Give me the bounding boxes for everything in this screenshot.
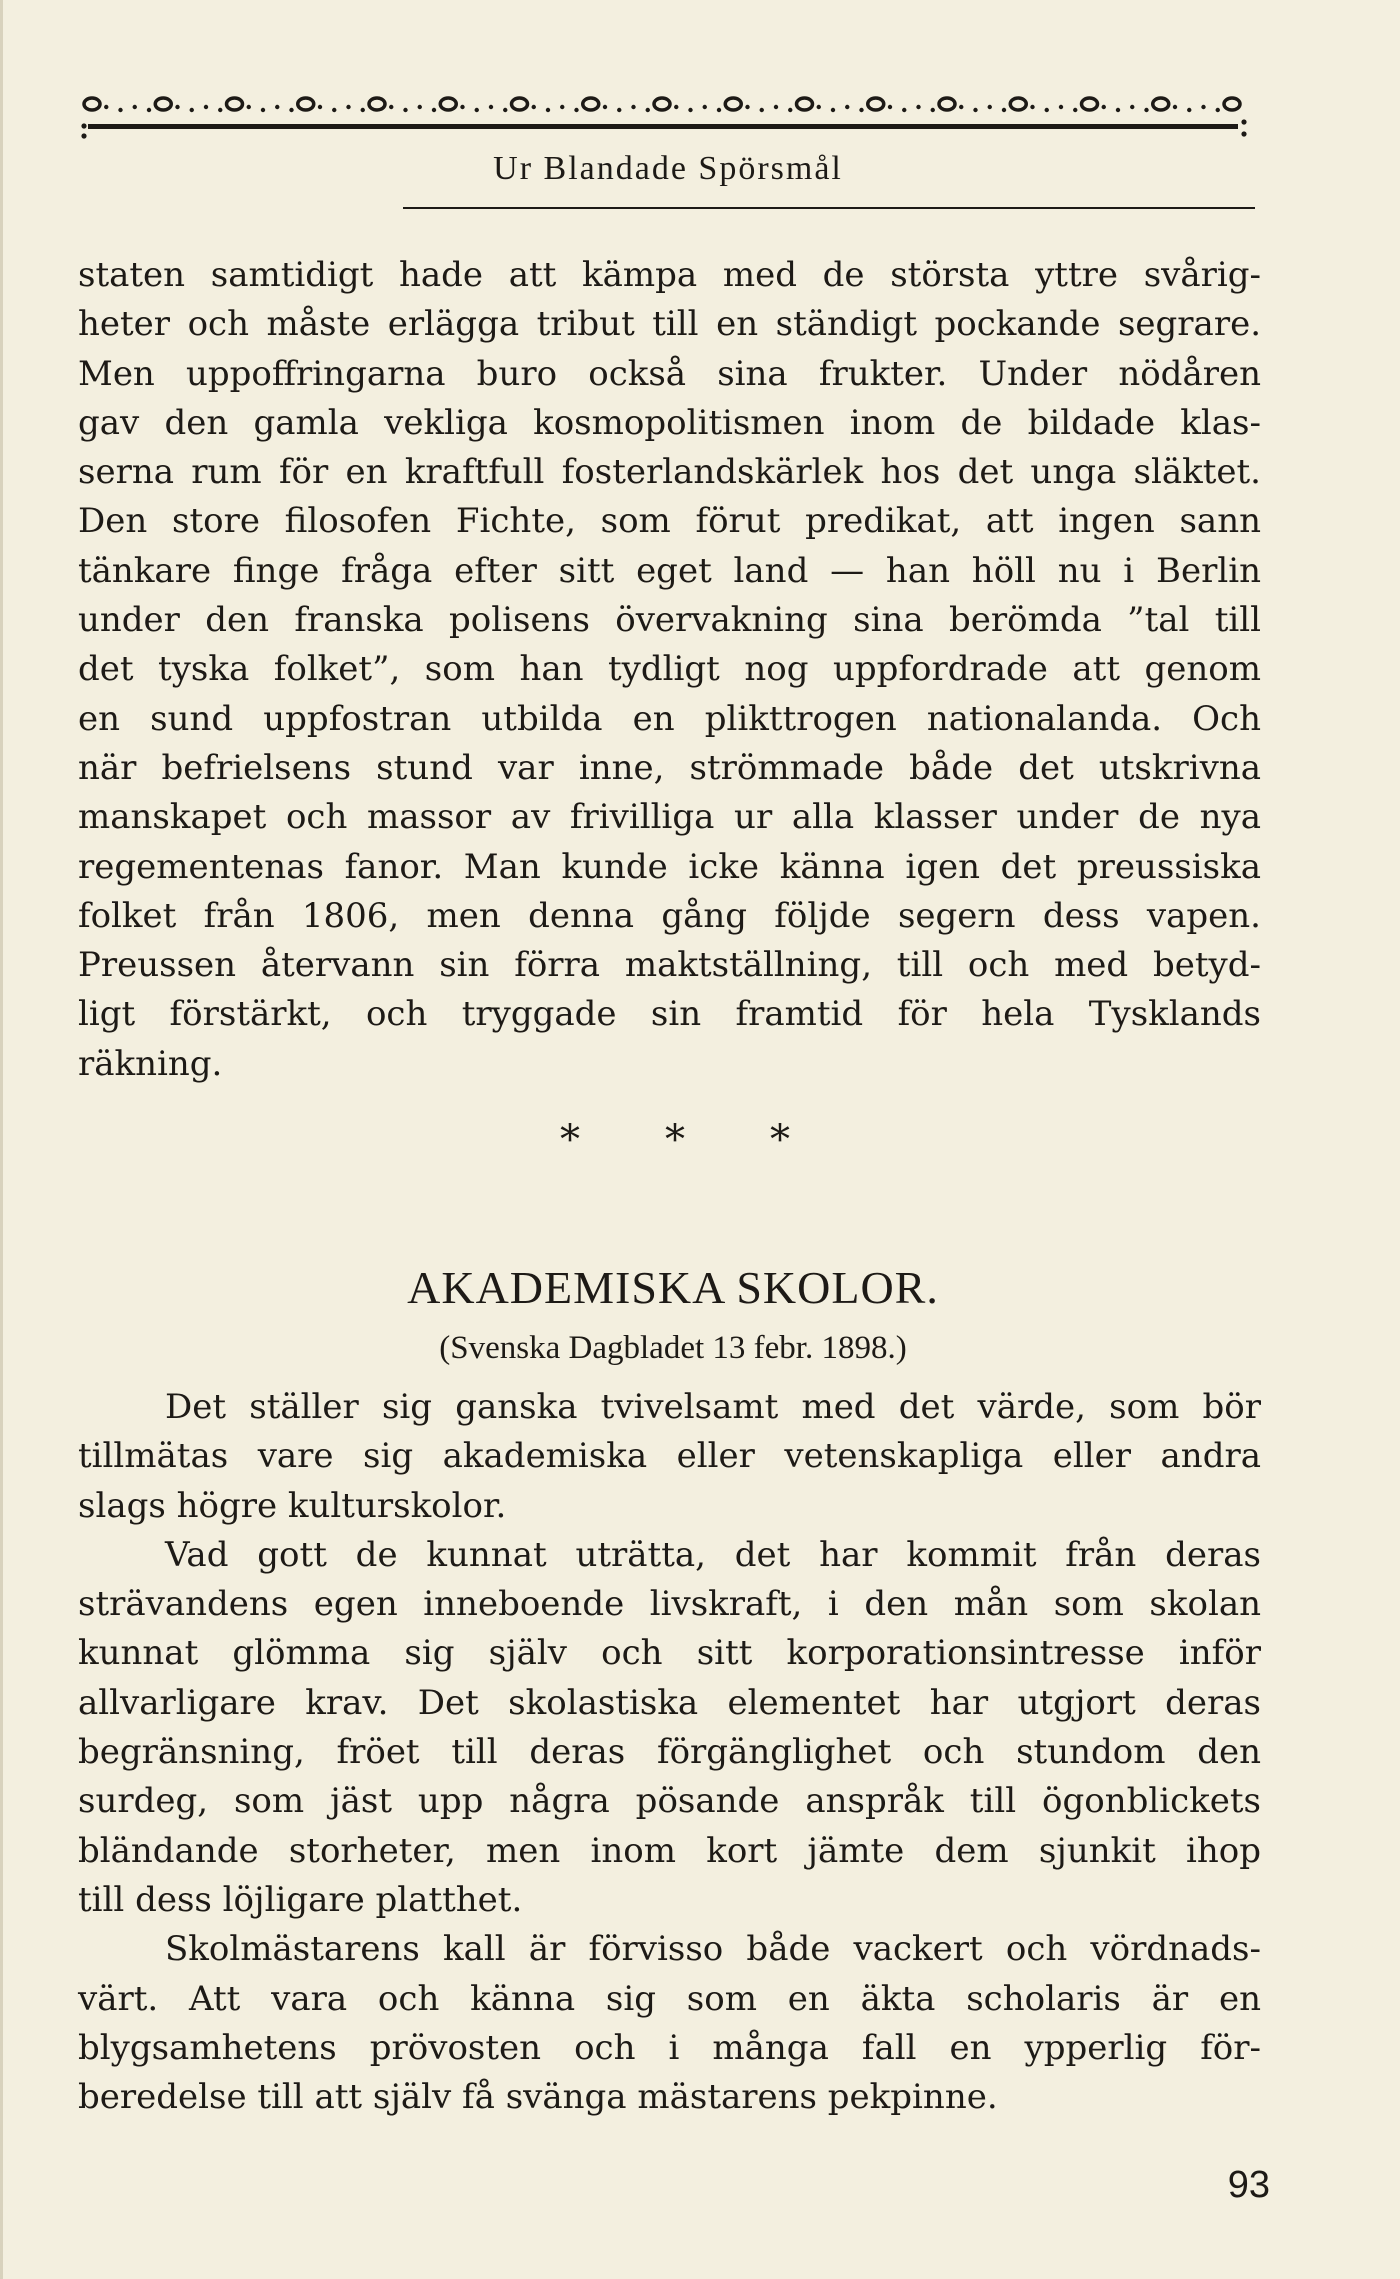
ornament-dot	[717, 108, 721, 112]
ornament-dot	[916, 105, 920, 109]
ornament-dot	[931, 108, 935, 112]
ornament-dot	[546, 108, 550, 112]
text-line: gav den gamla vekliga kosmopolitismen inom de bildade klas-	[78, 402, 1261, 443]
ornament-ring	[725, 98, 741, 110]
ornament-dot	[318, 105, 322, 109]
ornament-ring	[512, 98, 528, 110]
separator-asterisk: *	[770, 1117, 790, 1163]
ornament-dot	[432, 108, 436, 112]
running-head	[78, 150, 1258, 188]
ornament-dot	[603, 105, 607, 109]
ornament-dot	[1201, 105, 1205, 109]
text-line: Skolmästarens kall är förvisso både vackert och vördnads-	[165, 1929, 1261, 1970]
ornament-dot	[845, 105, 849, 109]
ornament-dot	[703, 105, 707, 109]
ornament-ring	[654, 98, 670, 110]
body-text-block	[78, 251, 1261, 1089]
section-separator	[560, 1115, 790, 1165]
text-line: Det ställer sig ganska tvivelsamt med det värde, som bör	[165, 1387, 1261, 1427]
ornament-dot	[147, 108, 151, 112]
ornament-dot	[332, 108, 336, 112]
page-edge	[0, 0, 3, 2279]
ornament-ring	[1153, 98, 1169, 110]
text-line: Preussen återvann sin förra maktställning, till och med betyd-	[78, 945, 1261, 986]
ornament-corner-dot	[1241, 119, 1246, 124]
text-line: Den store filosofen Fichte, som förut predikat, att ingen sann	[78, 501, 1261, 542]
ornament-ring	[369, 98, 385, 110]
separator-asterisk: *	[560, 1117, 580, 1163]
ornament-dot	[902, 108, 906, 112]
section-source: (Svenska Dagbladet 13 febr. 1898.)	[439, 1330, 907, 1366]
ornament-bar	[88, 124, 1238, 129]
ornament-dot	[503, 108, 507, 112]
ornament-dot	[361, 108, 365, 112]
ornament-dot	[218, 108, 222, 112]
ornament-dot	[959, 105, 963, 109]
ornament-dot	[261, 108, 265, 112]
text-line: Men uppoffringarna buro också sina frukter. Under nödåren	[78, 353, 1261, 394]
ornament-dot	[118, 108, 122, 112]
text-line: blygsamhetens prövosten och i många fall en ypperlig för-	[78, 2027, 1261, 2068]
section-text-block	[78, 1383, 1261, 2122]
ornament-dot	[617, 108, 621, 112]
dotted-chain-border-ornament	[78, 82, 1258, 142]
ornament-dot	[774, 105, 778, 109]
text-line: staten samtidigt hade att kämpa med de största yttre svårig-	[78, 255, 1261, 295]
ornament-dot	[1030, 105, 1034, 109]
ornament-dot	[1173, 105, 1177, 109]
ornament-dot	[289, 108, 293, 112]
ornament-dot	[532, 105, 536, 109]
ornament-dot	[1073, 108, 1077, 112]
ornament-dot	[1116, 108, 1120, 112]
ornament-ring	[84, 98, 100, 110]
ornament-dot	[1130, 105, 1134, 109]
text-line: allvarligare krav. Det skolastiska elementet har utgjort deras	[78, 1682, 1261, 1723]
ornament-corner-dot	[81, 123, 86, 128]
text-line: under den franska polisens övervakning sina berömda ”tal till	[78, 600, 1261, 641]
ornament-dot	[275, 105, 279, 109]
ornament-dot	[1102, 105, 1106, 109]
ornament-dot	[1144, 108, 1148, 112]
ornament-dot	[760, 108, 764, 112]
text-line: heter och måste erlägga tribut till en ständigt pockande segrare.	[78, 304, 1261, 345]
ornament-dot	[859, 108, 863, 112]
text-line: till dess löjligare platthet.	[78, 1879, 523, 1920]
ornament-dot	[745, 105, 749, 109]
ornament-ring	[868, 98, 884, 110]
text-line: när befrielsens stund var inne, strömmade både det utskrivna	[78, 747, 1261, 788]
ornament-dot	[389, 105, 393, 109]
section-title: AKADEMISKA SKOLOR.	[407, 1262, 939, 1313]
ornament-dot	[175, 105, 179, 109]
text-line: tillmätas vare sig akademiska eller vetenskapliga eller andra	[78, 1436, 1261, 1477]
ornament-ring	[227, 98, 243, 110]
ornament-ring	[440, 98, 456, 110]
ornament-ring	[1224, 98, 1240, 110]
ornament-dot	[418, 105, 422, 109]
ornament-dot	[631, 105, 635, 109]
running-head-text: Ur Blandade Spörsmål	[493, 150, 843, 187]
ornament-dot	[104, 105, 108, 109]
text-line: regementenas fanor. Man kunde icke känna igen det preussiska	[78, 846, 1261, 887]
text-line: Vad gott de kunnat uträtta, det har kommit från deras	[165, 1534, 1261, 1575]
ornament-ring	[797, 98, 813, 110]
text-line: surdeg, som jäst upp några pösande anspråk till ögonblickets	[78, 1781, 1261, 1822]
ornament-dot	[831, 108, 835, 112]
ornament-ring	[1010, 98, 1026, 110]
ornament-ring	[583, 98, 599, 110]
ornament-dot	[973, 108, 977, 112]
text-line: serna rum för en kraftfull fosterlandskärlek hos det unga släktet.	[78, 452, 1261, 493]
ornament-dot	[574, 108, 578, 112]
ornament-dot	[204, 105, 208, 109]
ornament-corner-dot	[1241, 131, 1246, 136]
ornament-dot	[1002, 108, 1006, 112]
ornament-dot	[646, 108, 650, 112]
text-line: tänkare finge fråga efter sitt eget land — han höll nu i Berlin	[78, 550, 1261, 591]
ornament-dot	[560, 105, 564, 109]
ornament-ring	[1082, 98, 1098, 110]
ornament-dot	[688, 108, 692, 112]
ornament-dot	[888, 105, 892, 109]
ornament-ring	[939, 98, 955, 110]
text-line: manskapet och massor av frivilliga ur alla klasser under de nya	[78, 797, 1261, 838]
ornament-dot	[1045, 108, 1049, 112]
ornament-dot	[190, 108, 194, 112]
separator-asterisk: *	[665, 1117, 685, 1163]
text-line: beredelse till att själv få svänga mästarens pekpinne.	[78, 2077, 998, 2118]
text-line: värt. Att vara och känna sig som en äkta scholaris är en	[78, 1978, 1261, 2019]
text-line: slags högre kulturskolor.	[78, 1485, 507, 1526]
text-line: strävandens egen inneboende livskraft, i den mån som skolan	[78, 1584, 1261, 1625]
text-line: ligt förstärkt, och tryggade sin framtid för hela Tysklands	[78, 994, 1261, 1035]
ornament-dot	[1216, 108, 1220, 112]
ornament-ring	[298, 98, 314, 110]
ornament-dot	[1187, 108, 1191, 112]
text-line: det tyska folket”, som han tydligt nog uppfordrade att genom	[78, 649, 1261, 690]
ornament-dot	[674, 105, 678, 109]
text-line: en sund uppfostran utbilda en plikttrogen nationalanda. Och	[78, 698, 1261, 739]
ornament-dot	[988, 105, 992, 109]
ornament-dot	[817, 105, 821, 109]
ornament-dot	[489, 105, 493, 109]
text-line: räkning.	[78, 1043, 223, 1084]
text-line: begränsning, fröet till deras förgänglighet och stundom den	[78, 1732, 1261, 1773]
ornament-dot	[1059, 105, 1063, 109]
ornament-dot	[247, 105, 251, 109]
text-line: folket från 1806, men denna gång följde segern dess vapen.	[78, 895, 1261, 936]
ornament-dot	[403, 108, 407, 112]
ornament-dot	[133, 105, 137, 109]
ornament-dot	[346, 105, 350, 109]
ornament-dot	[475, 108, 479, 112]
page-number: 93	[1227, 2164, 1270, 2206]
text-line: bländande storheter, men inom kort jämte dem sjunkit ihop	[78, 1830, 1261, 1871]
ornament-dot	[788, 108, 792, 112]
ornament-corner-dot	[81, 133, 86, 138]
text-line: kunnat glömma sig själv och sitt korporationsintresse inför	[78, 1633, 1261, 1674]
ornament-dot	[460, 105, 464, 109]
running-head-rule	[403, 207, 1255, 209]
ornament-ring	[155, 98, 171, 110]
